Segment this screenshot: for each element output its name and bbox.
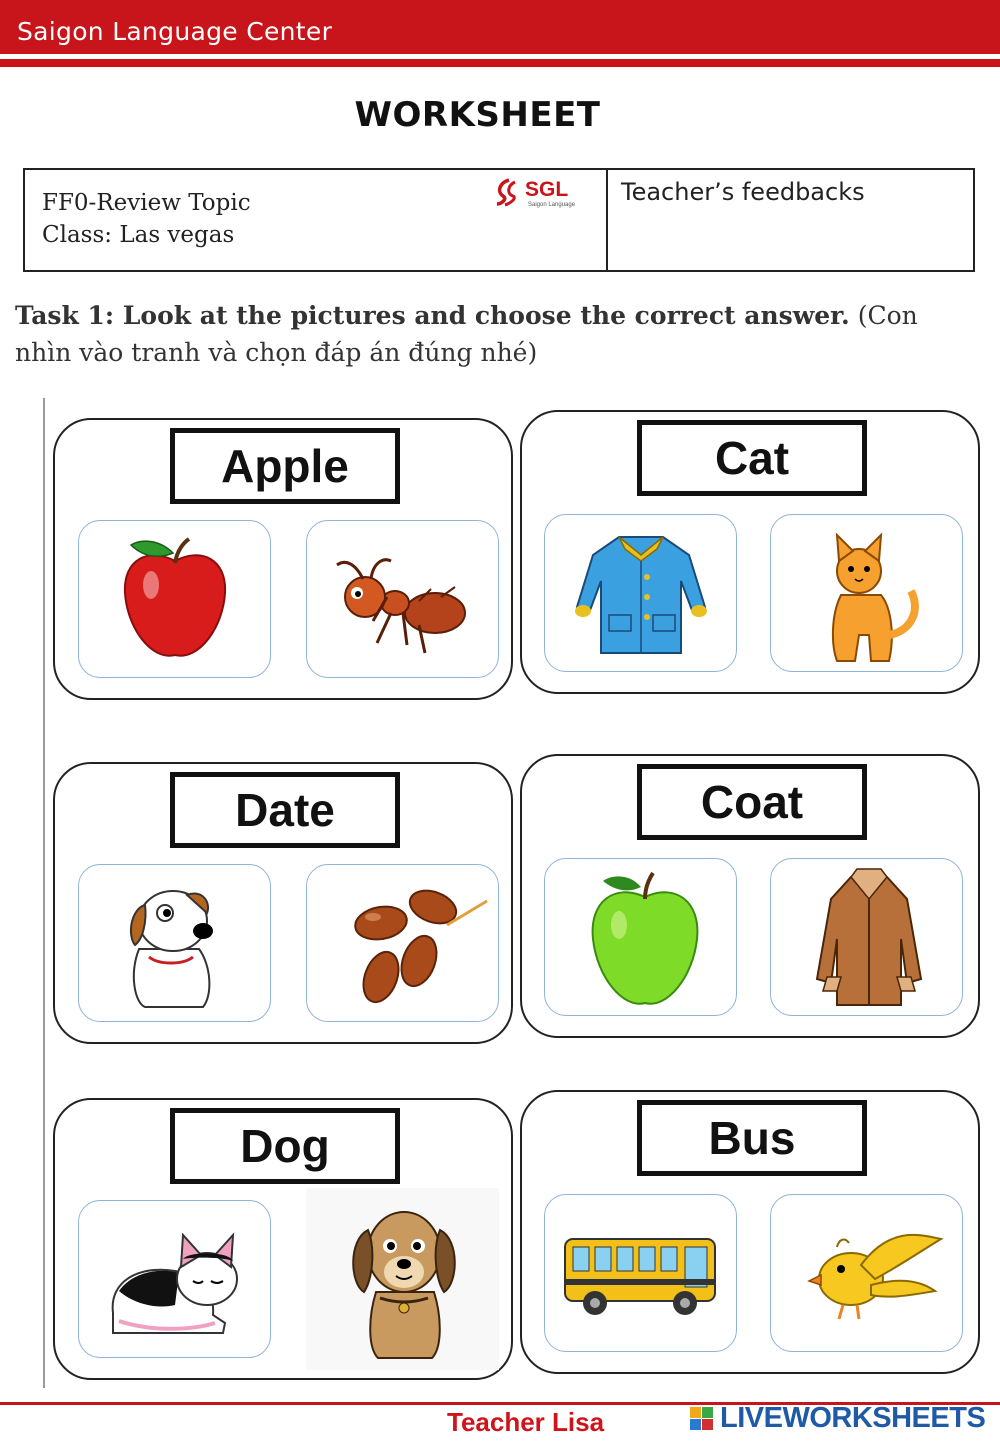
question-card-bus bbox=[520, 1090, 980, 1374]
feedback-label: Teacher’s feedbacks bbox=[621, 178, 865, 206]
green-apple-icon bbox=[545, 859, 737, 1016]
option-dates[interactable] bbox=[306, 864, 499, 1022]
option-cat[interactable] bbox=[770, 514, 963, 672]
word-label: Bus bbox=[637, 1100, 867, 1176]
question-card-date bbox=[53, 762, 513, 1044]
option-bus[interactable] bbox=[544, 1194, 737, 1352]
table-divider bbox=[606, 170, 608, 270]
coat-icon bbox=[545, 515, 737, 672]
option-dog[interactable] bbox=[78, 864, 271, 1022]
question-card-coat bbox=[520, 754, 980, 1038]
option-dog[interactable] bbox=[306, 1188, 499, 1370]
question-card-dog bbox=[53, 1098, 513, 1380]
question-card-apple bbox=[53, 418, 513, 700]
word-label: Date bbox=[170, 772, 400, 848]
word-label: Apple bbox=[170, 428, 400, 504]
task-translation: (Con nhìn vào tranh và chọn đáp án đúng nhé) bbox=[15, 301, 918, 367]
question-card-cat bbox=[520, 410, 980, 694]
info-table bbox=[23, 168, 975, 272]
margin-line bbox=[43, 398, 45, 1388]
sgl-logo-subtext: Saigon Language bbox=[528, 202, 576, 208]
option-bird[interactable] bbox=[770, 1194, 963, 1352]
cat-icon bbox=[79, 1201, 271, 1358]
liveworksheets-logo-icon bbox=[690, 1405, 716, 1431]
option-green-apple[interactable] bbox=[544, 858, 737, 1016]
option-coat[interactable] bbox=[544, 514, 737, 672]
option-cat[interactable] bbox=[78, 1200, 271, 1358]
sgl-logo-text: SGL bbox=[525, 178, 569, 201]
liveworksheets-brand: LIVEWORKSHEETS bbox=[720, 1402, 986, 1434]
ant-icon bbox=[307, 521, 499, 678]
apple-icon bbox=[79, 521, 271, 678]
dog-icon bbox=[79, 865, 271, 1022]
cat-icon bbox=[771, 515, 963, 672]
option-apple[interactable] bbox=[78, 520, 271, 678]
sgl-logo bbox=[495, 174, 595, 210]
task-heading: Task 1: Look at the pictures and choose the correct answer. bbox=[15, 301, 850, 330]
word-label: Dog bbox=[170, 1108, 400, 1184]
bird-icon bbox=[771, 1195, 963, 1352]
center-name: Saigon Language Center bbox=[17, 17, 333, 46]
bus-icon bbox=[545, 1195, 737, 1352]
option-brown-coat[interactable] bbox=[770, 858, 963, 1016]
topic-text: FF0-Review Topic bbox=[42, 190, 251, 216]
option-ant[interactable] bbox=[306, 520, 499, 678]
word-label: Cat bbox=[637, 420, 867, 496]
dates-icon bbox=[307, 865, 499, 1022]
brown-coat-icon bbox=[771, 859, 963, 1016]
worksheet-title: WORKSHEET bbox=[354, 95, 601, 135]
class-text: Class: Las vegas bbox=[42, 222, 235, 248]
header-divider bbox=[0, 59, 1000, 67]
dog-icon bbox=[306, 1188, 499, 1370]
topic-block bbox=[42, 187, 251, 251]
teacher-name: Teacher Lisa bbox=[447, 1407, 605, 1437]
task-instruction bbox=[15, 297, 975, 371]
word-label: Coat bbox=[637, 764, 867, 840]
